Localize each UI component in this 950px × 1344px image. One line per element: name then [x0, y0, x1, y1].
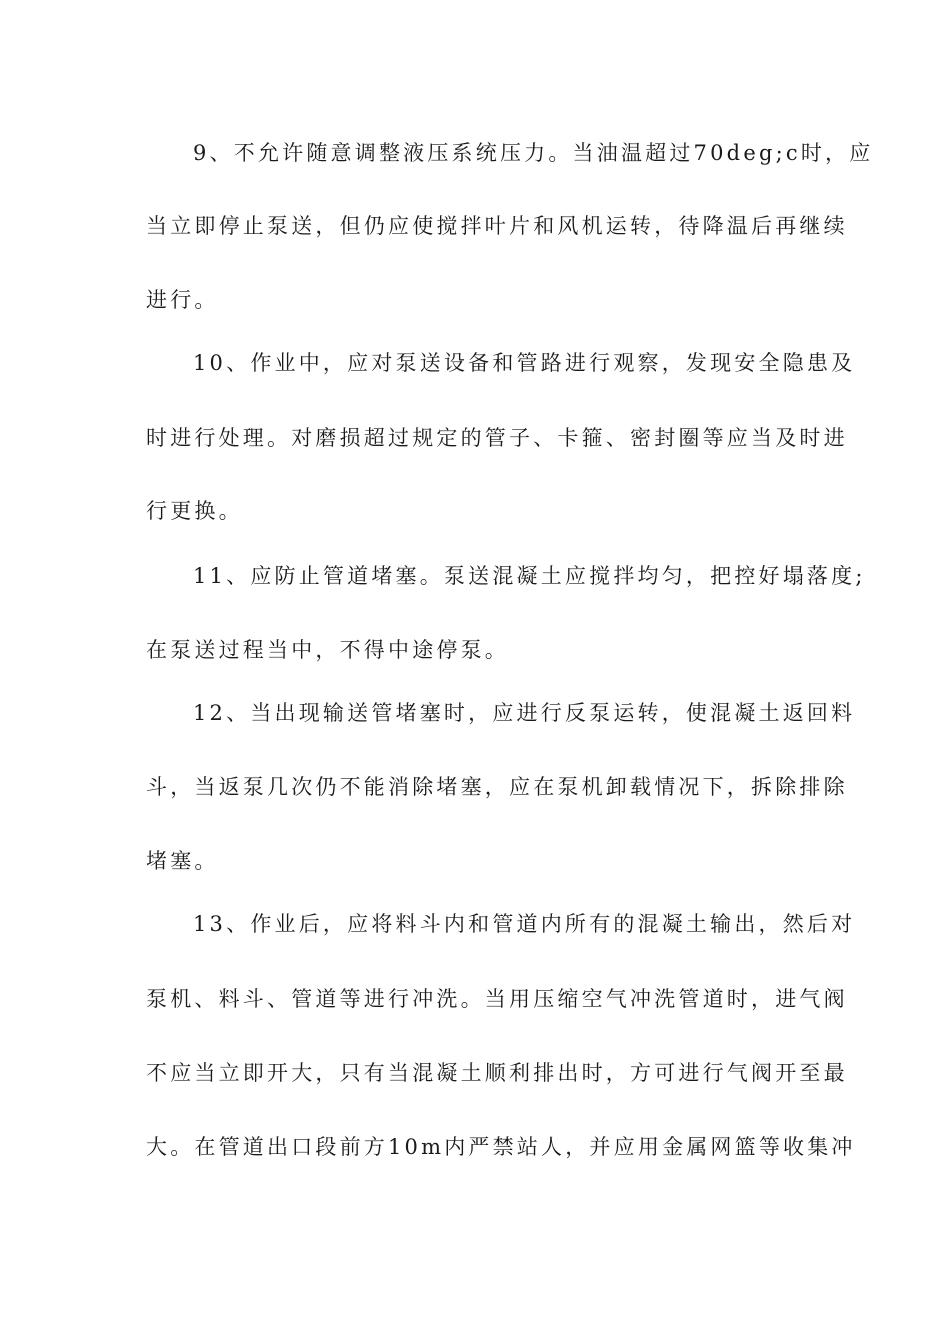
paragraph-11-line-1: 11、应防止管道堵塞。泵送混凝土应搅拌均匀，把控好塌落度; [193, 564, 866, 588]
paragraph-13-line-3: 不应当立即开大，只有当混凝土顺利排出时，方可进行气阀开至最 [146, 1061, 848, 1085]
paragraph-13-line-1: 13、作业后，应将料斗内和管道内所有的混凝土输出，然后对 [193, 912, 856, 936]
paragraph-13-line-4: 大。在管道出口段前方10m内严禁站人，并应用金属网篮等收集冲 [146, 1135, 856, 1159]
paragraph-12-line-3: 堵塞。 [146, 849, 219, 873]
paragraph-12-line-2: 斗，当返泵几次仍不能消除堵塞，应在泵机卸载情况下，拆除排除 [146, 775, 848, 799]
paragraph-9-line-1: 9、不允许随意调整液压系统压力。当油温超过70deg;c时，应 [193, 141, 874, 165]
paragraph-11-line-2: 在泵送过程当中，不得中途停泵。 [146, 638, 509, 662]
paragraph-9-line-2: 当立即停止泵送，但仍应使搅拌叶片和风机运转，待降温后再继续 [146, 214, 848, 238]
paragraph-13-line-2: 泵机、料斗、管道等进行冲洗。当用压缩空气冲洗管道时，进气阀 [146, 987, 848, 1011]
paragraph-12-line-1: 12、当出现输送管堵塞时，应进行反泵运转，使混凝土返回料 [193, 701, 856, 725]
paragraph-10-line-3: 行更换。 [146, 499, 243, 523]
paragraph-10-line-2: 时进行处理。对磨损超过规定的管子、卡箍、密封圈等应当及时进 [146, 426, 848, 450]
paragraph-9-line-3: 进行。 [146, 288, 219, 312]
paragraph-10-line-1: 10、作业中，应对泵送设备和管路进行观察，发现安全隐患及 [193, 351, 856, 375]
